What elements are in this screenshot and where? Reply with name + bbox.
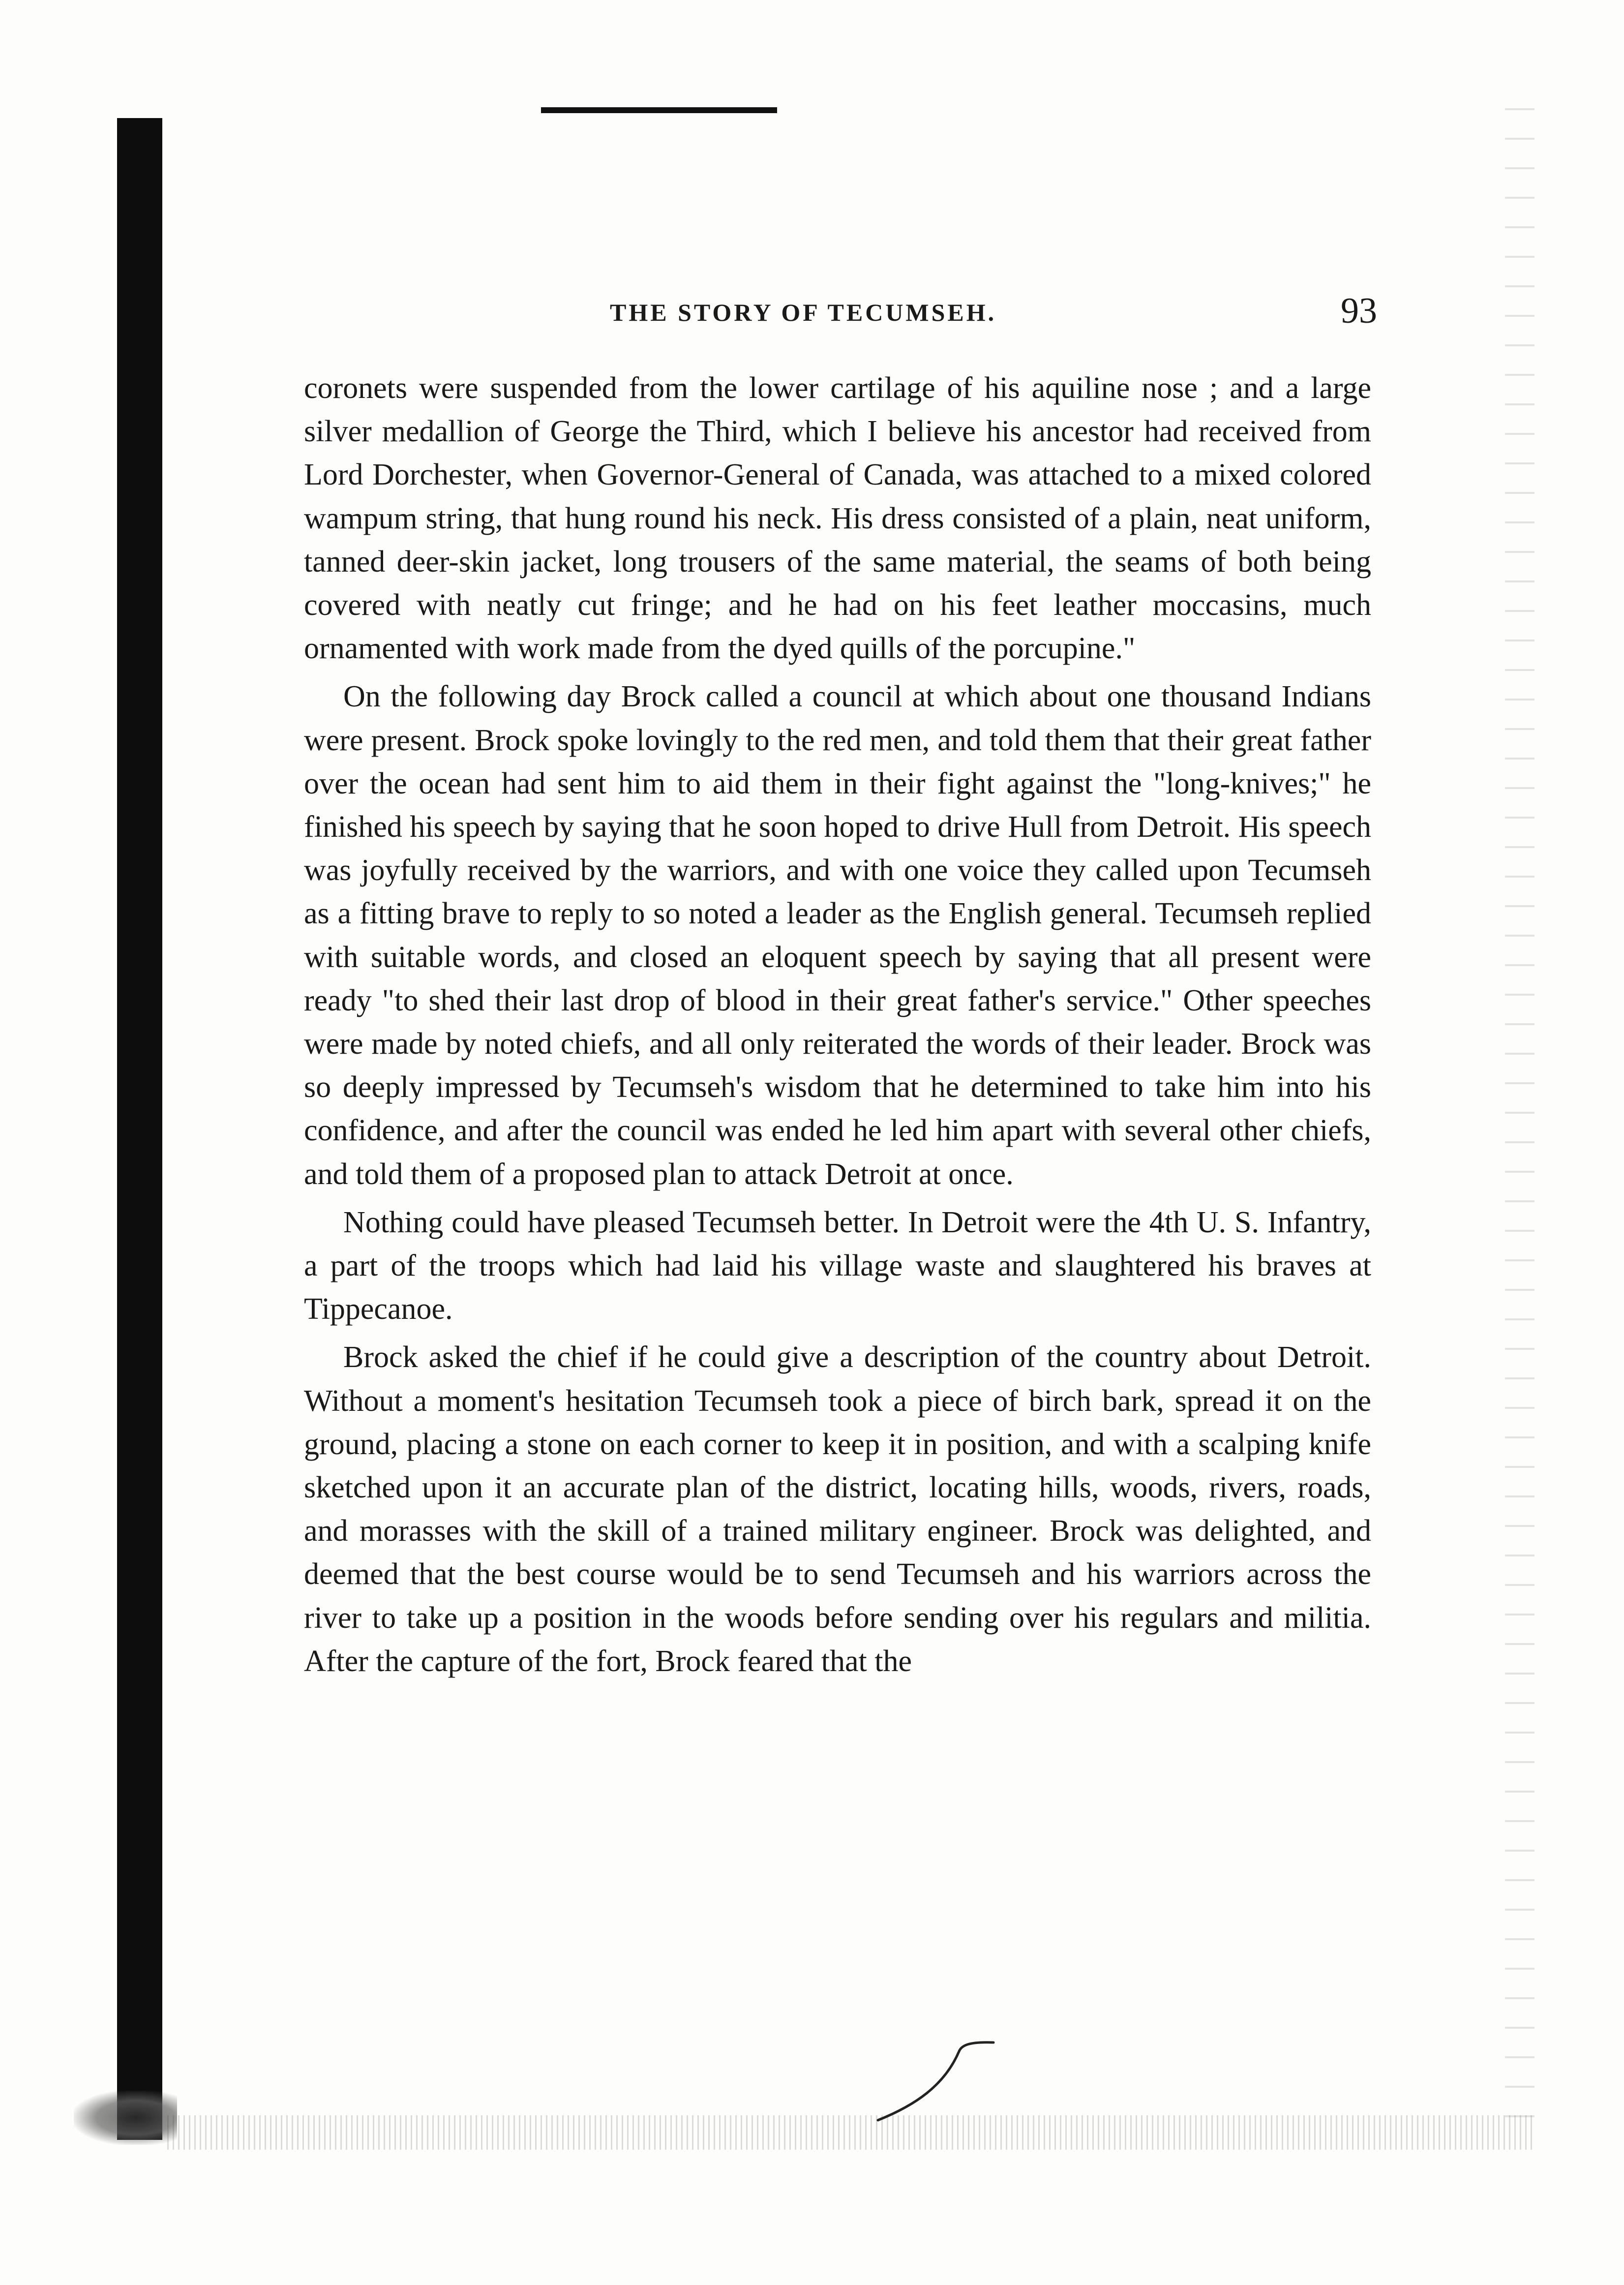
paragraph-4: Brock asked the chief if he could give a description of the country about Detroit. Without a moment's hesitation Tecumseh took a piece of birch bark, spread it on the ground, placing a stone on each corner to keep it in position, and with a scalping knife sketched upon it an accurate plan of the district, locating hills, woods, rivers, roads, and morasses with the skill of a trained military engineer. Brock was delighted, and deemed that the best course would be to send Tecumseh and his warriors across the river to take up a position in the woods before sending over his regulars and militia. After the capture of the fort, Brock feared that the: [304, 1341, 1371, 1678]
edge-speckles: [1505, 108, 1534, 2125]
pen-stroke-mark: [875, 2032, 1023, 2125]
paragraph-1: coronets were suspended from the lower cartilage of his aquiline nose ; and a large silver medallion of George the Third, which I believe his ancestor had received from Lord Dorchester, when Governor-General of Canada, was attached to a mixed colored wampum string, that hung round his neck. His dress consisted of a plain, neat uniform, tanned deer-skin jacket, long trousers of the same material, the seams of both being covered with neatly cut fringe; and he had on his feet leather moccasins, much ornamented with work made from the dyed quills of the porcupine.": [304, 371, 1371, 666]
page-number: 93: [1341, 291, 1377, 331]
top-rule: [541, 107, 777, 113]
binding-smudge: [74, 2091, 177, 2145]
bottom-speckles: [167, 2115, 1534, 2150]
running-title: THE STORY OF TECUMSEH.: [610, 299, 997, 326]
binding-shadow: [117, 118, 162, 2140]
paragraph-2: On the following day Brock called a council at which about one thousand Indians were present. Brock spoke lovingly to the red men, and told them that their great father over the ocean had sent him to aid them in their fight against the "long-knives;" he finished his speech by saying that he soon hoped to drive Hull from Detroit. His speech was joyfully received by the warriors, and with one voice they called upon Tecumseh as a fitting brave to reply to so noted a leader as the English general. Tecumseh replied with suitable words, and closed an eloquent speech by saying that all present were ready "to shed their last drop of blood in their great father's service." Other speeches were made by noted chiefs, and all only reiterated the words of their leader. Brock was so deeply impressed by Tecumseh's wisdom that he determined to take him into his confidence, and after the council was ended he led him apart with several other chiefs, and told them of a proposed plan to attack Detroit at once.: [304, 680, 1371, 1191]
page-header: [305, 290, 1377, 335]
paragraph-3: Nothing could have pleased Tecumseh better. In Detroit were the 4th U. S. Infantry, a part of the troops which had laid his village waste and slaughtered his braves at Tippecanoe.: [304, 1205, 1371, 1326]
body-text: [304, 366, 1371, 1688]
